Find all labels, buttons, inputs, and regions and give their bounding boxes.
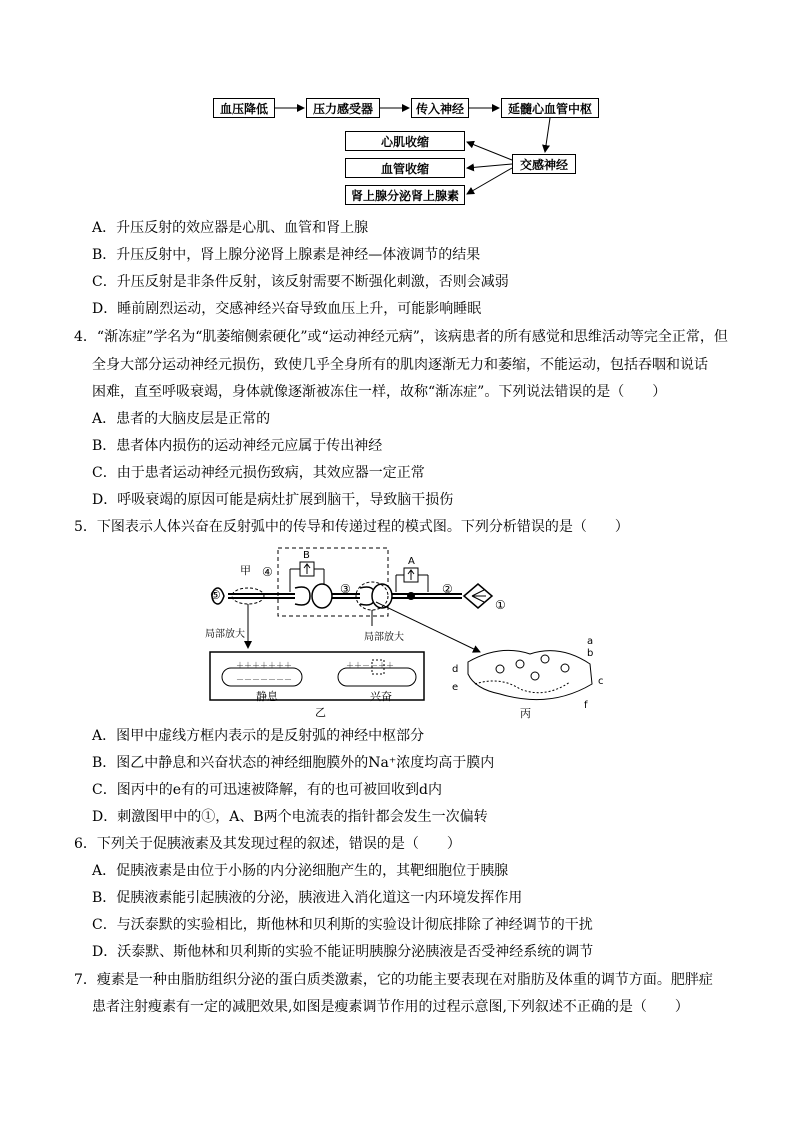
flow-box-sympathetic: 交感神经 xyxy=(512,154,576,174)
flowchart-arrows xyxy=(0,0,794,220)
q3-option-a[interactable]: A．升压反射的效应器是心肌、血管和肾上腺 xyxy=(92,220,369,236)
flow-box-medulla-center: 延髓心血管中枢 xyxy=(501,98,599,118)
label-3: ③ xyxy=(340,582,351,596)
flow-box-vessel-contract: 血管收缩 xyxy=(345,158,465,178)
label-2: ② xyxy=(442,582,453,596)
label-5: ⑤ xyxy=(210,588,221,602)
q3-option-b[interactable]: B．升压反射中，肾上腺分泌肾上腺素是神经—体液调节的结果 xyxy=(92,247,481,263)
label-excite: 兴奋 xyxy=(370,690,392,703)
label-A: A xyxy=(408,556,415,567)
flow-box-adrenal: 肾上腺分泌肾上腺素 xyxy=(345,185,465,205)
label-rest: 静息 xyxy=(256,690,278,703)
label-bing: 丙 xyxy=(520,707,531,720)
flow-box-afferent-nerve: 传入神经 xyxy=(411,98,469,118)
q6-option-a[interactable]: A．促胰液素是由位于小肠的内分泌细胞产生的，其靶细胞位于胰腺 xyxy=(92,863,509,879)
label-e: e xyxy=(452,682,459,693)
q5-option-c[interactable]: C．图丙中的e有的可迅速被降解，有的也可被回收到d内 xyxy=(92,782,442,798)
label-local-2: 局部放大 xyxy=(364,632,404,643)
label-jia: 甲 xyxy=(240,564,251,577)
label-f: f xyxy=(584,700,588,711)
q4-option-b[interactable]: B．患者体内损伤的运动神经元应属于传出神经 xyxy=(92,438,383,454)
q4-option-a[interactable]: A．患者的大脑皮层是正常的 xyxy=(92,411,271,427)
q4-stem-line-3: 困难，直至呼吸衰竭，身体就像逐渐被冻住一样，故称“渐冻症”。下列说法错误的是（ ） xyxy=(92,384,667,400)
label-d: d xyxy=(452,664,459,675)
label-minus-1: －－－－－－－ xyxy=(236,675,292,684)
label-1: ① xyxy=(495,598,506,612)
label-c: c xyxy=(598,676,604,687)
q6-option-b[interactable]: B．促胰液素能引起胰液的分泌，胰液进入消化道这一内环境发挥作用 xyxy=(92,890,523,906)
q5-option-d[interactable]: D．刺激图甲中的①，A、B两个电流表的指针都会发生一次偏转 xyxy=(92,809,488,825)
label-plus-2: ＋＋－－＋＋ xyxy=(346,661,394,670)
label-plus-1: ＋＋＋＋＋＋＋ xyxy=(236,661,292,670)
label-local-1: 局部放大 xyxy=(205,629,245,640)
q6-option-c[interactable]: C．与沃泰默的实验相比，斯他林和贝利斯的实验设计彻底排除了神经调节的干扰 xyxy=(92,917,593,933)
q5-stem: 5．下图表示人体兴奋在反射弧中的传导和传递过程的模式图。下列分析错误的是（ ） xyxy=(74,519,629,535)
flow-box-heart-contract: 心肌收缩 xyxy=(345,131,465,151)
q7-stem-line-2: 患者注射瘦素有一定的减肥效果,如图是瘦素调节作用的过程示意图,下列叙述不正确的是（ ） xyxy=(92,999,689,1015)
label-B: B xyxy=(303,550,310,561)
label-yi: 乙 xyxy=(315,706,326,719)
label-4: ④ xyxy=(262,565,273,579)
label-b: b xyxy=(587,648,594,659)
q7-stem-line-1: 7．瘦素是一种由脂肪组织分泌的蛋白质类激素，它的功能主要表现在对脂肪及体重的调节方面。肥胖症 xyxy=(74,972,713,988)
q3-option-d[interactable]: D．睡前剧烈运动，交感神经兴奋导致血压上升，可能影响睡眠 xyxy=(92,301,482,317)
q4-option-c[interactable]: C．由于患者运动神经元损伤致病，其效应器一定正常 xyxy=(92,465,425,481)
label-a: a xyxy=(587,636,594,647)
flow-box-blood-pressure-drop: 血压降低 xyxy=(213,98,275,118)
q5-option-b[interactable]: B．图乙中静息和兴奋状态的神经细胞膜外的Na⁺浓度均高于膜内 xyxy=(92,755,495,771)
q4-option-d[interactable]: D．呼吸衰竭的原因可能是病灶扩展到脑干，导致脑干损伤 xyxy=(92,492,454,508)
q4-stem-line-2: 全身大部分运动神经元损伤，致使几乎全身所有的肌肉逐渐无力和萎缩，不能运动，包括吞咽和说话 xyxy=(92,357,708,373)
q4-stem-line-1: 4．“渐冻症”学名为“肌萎缩侧索硬化”或“运动神经元病”，该病患者的所有感觉和思维活动等完全正常，但 xyxy=(74,329,728,345)
q6-stem: 6．下列关于促胰液素及其发现过程的叙述，错误的是（ ） xyxy=(74,836,461,852)
q6-option-d[interactable]: D．沃泰默、斯他林和贝利斯的实验不能证明胰腺分泌胰液是否受神经系统的调节 xyxy=(92,944,594,960)
flow-box-baroreceptor: 压力感受器 xyxy=(306,98,380,118)
q5-option-a[interactable]: A．图甲中虚线方框内表示的是反射弧的神经中枢部分 xyxy=(92,728,425,744)
q3-option-c[interactable]: C．升压反射是非条件反射，该反射需要不断强化刺激，否则会减弱 xyxy=(92,274,509,290)
